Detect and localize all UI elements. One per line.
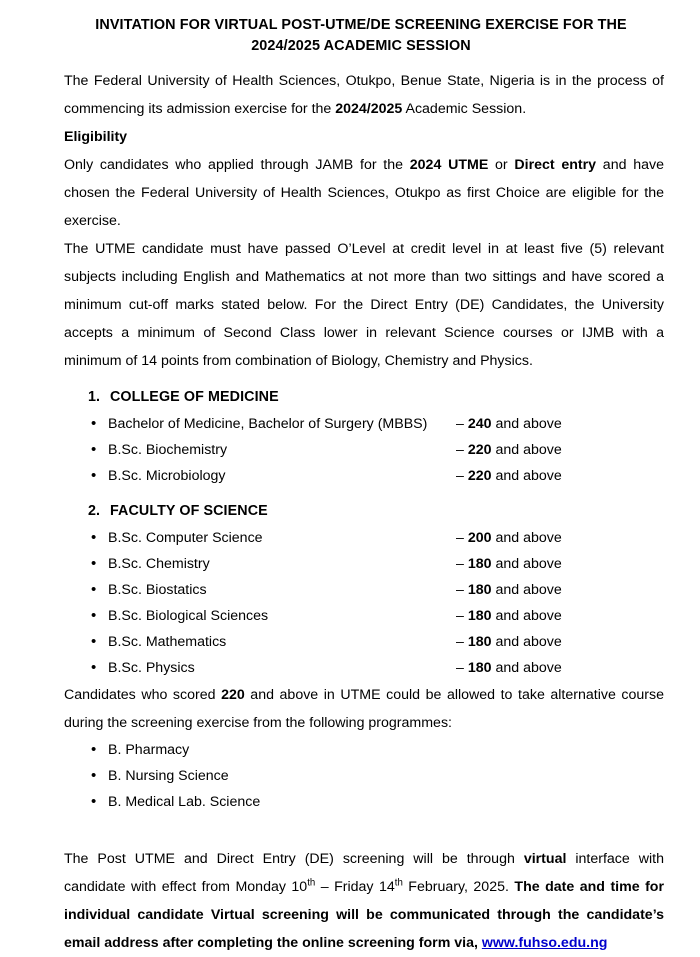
bullet-icon: • <box>91 633 97 650</box>
programme-row <box>64 577 700 603</box>
eligibility-part-1: Only candidates who applied through JAMB for the <box>64 157 410 173</box>
section-heading-faculty-of-science <box>64 497 664 525</box>
bullet-icon: • <box>91 607 97 624</box>
bullet-icon: • <box>91 581 97 598</box>
section-name: FACULTY OF SCIENCE <box>110 503 268 519</box>
intro-text-part-1: The Federal University of Health Sciences, Otukpo, Benue State, Nigeria is in the process of commencing its admission exercise for the <box>64 73 664 117</box>
intro-session-bold: 2024/2025 <box>335 101 403 117</box>
programme-row <box>64 525 700 551</box>
cutoff-score: 220 <box>467 468 492 484</box>
cutoff-dash: – <box>456 660 468 676</box>
programme-cutoff <box>456 603 562 629</box>
closing-part-2: interface with candidate with effect from Monday 10 <box>64 851 664 895</box>
closing-part-3: – Friday 14 <box>315 879 395 895</box>
programme-name: B.Sc. Physics <box>108 660 195 676</box>
eligibility-part-3: and have chosen the Federal University of Health Sciences, Otukpo as first Choice are eligible for the exercise. <box>64 157 664 229</box>
programme-cutoff <box>456 463 562 489</box>
cutoff-dash: – <box>456 634 468 650</box>
programme-row <box>64 411 700 437</box>
alternative-part-2: and above in UTME could be allowed to take alternative course during the screening exercise from the following programmes: <box>64 687 664 731</box>
programme-cutoff <box>456 577 562 603</box>
bullet-icon: • <box>91 529 97 546</box>
cutoff-score: 240 <box>467 416 492 432</box>
programme-name: B.Sc. Microbiology <box>108 468 226 484</box>
alternative-programme-name: B. Pharmacy <box>108 742 190 758</box>
section-number: 1. <box>88 389 101 405</box>
programme-cutoff <box>456 411 562 437</box>
eligibility-direct-entry-bold: Direct entry <box>514 157 597 173</box>
cutoff-suffix: and above <box>491 660 562 676</box>
cutoff-score: 220 <box>467 442 492 458</box>
title-line-1: INVITATION FOR VIRTUAL POST-UTME/DE SCREENING EXERCISE FOR THE <box>95 17 627 33</box>
cutoff-dash: – <box>456 582 468 598</box>
cutoff-score: 180 <box>467 556 492 572</box>
programme-row <box>64 603 700 629</box>
programme-cutoff <box>456 551 562 577</box>
alternative-course-paragraph <box>64 681 664 737</box>
programme-row <box>64 629 700 655</box>
alternative-programme-name: B. Medical Lab. Science <box>108 794 261 810</box>
programme-name: B.Sc. Chemistry <box>108 556 210 572</box>
programme-cutoff <box>456 629 562 655</box>
programme-name: B.Sc. Mathematics <box>108 634 227 650</box>
bullet-icon: • <box>91 659 97 676</box>
programme-name: Bachelor of Medicine, Bachelor of Surgery (MBBS) <box>108 416 428 432</box>
bullet-icon: • <box>91 555 97 572</box>
closing-part-4: February, 2025. <box>402 879 515 895</box>
cutoff-score: 180 <box>467 660 492 676</box>
cutoff-score: 180 <box>467 634 492 650</box>
title-line-2: 2024/2025 ACADEMIC SESSION <box>251 38 471 54</box>
bullet-icon: • <box>91 441 97 458</box>
programme-cutoff <box>456 525 562 551</box>
programme-cutoff <box>456 655 562 681</box>
bullet-icon: • <box>91 741 97 758</box>
alternative-part-1: Candidates who scored <box>64 687 222 703</box>
eligibility-utme-bold: 2024 UTME <box>409 157 489 173</box>
bullet-icon: • <box>91 415 97 432</box>
alternative-programme-row <box>64 737 664 763</box>
cutoff-suffix: and above <box>491 442 562 458</box>
spacer <box>64 375 664 383</box>
cutoff-suffix: and above <box>491 530 562 546</box>
programme-name: B.Sc. Biochemistry <box>108 442 228 458</box>
intro-paragraph <box>64 67 664 123</box>
closing-part-1: The Post UTME and Direct Entry (DE) screening will be through <box>64 851 524 867</box>
eligibility-heading: Eligibility <box>64 129 128 145</box>
cutoff-dash: – <box>456 416 468 432</box>
closing-paragraph <box>64 845 664 957</box>
university-website-link[interactable]: www.fuhso.edu.ng <box>481 935 608 951</box>
cutoff-score: 200 <box>467 530 492 546</box>
cutoff-suffix: and above <box>491 582 562 598</box>
closing-bold-statement: The date and time for individual candidate Virtual screening will be communicated through the candidate’s email address after completing the online screening form via, <box>64 879 664 951</box>
cutoff-suffix: and above <box>491 608 562 624</box>
programme-name: B.Sc. Biostatics <box>108 582 207 598</box>
requirements-paragraph: The UTME candidate must have passed O’Level at credit level in at least five (5) relevant subjects including English and Mathematics at not more than two sittings and have scored a minimum cut-off marks stated below. For the Direct Entry (DE) Candidates, the University accepts a minimum of Second Class lower in relevant Science courses or IJMB with a minimum of 14 points from combination of Biology, Chemistry and Physics. <box>64 241 664 369</box>
intro-text-part-2: Academic Session. <box>402 101 527 117</box>
section-heading-college-of-medicine <box>64 383 664 411</box>
eligibility-part-2: or <box>488 157 515 173</box>
cutoff-dash: – <box>456 468 468 484</box>
programme-row <box>64 551 700 577</box>
programme-name: B.Sc. Computer Science <box>108 530 263 546</box>
programme-row <box>64 655 700 681</box>
cutoff-dash: – <box>456 442 468 458</box>
cutoff-dash: – <box>456 556 468 572</box>
alternative-programme-name: B. Nursing Science <box>108 768 229 784</box>
spacer <box>64 489 664 497</box>
bullet-icon: • <box>91 467 97 484</box>
closing-virtual-bold: virtual <box>523 851 567 867</box>
section-name: COLLEGE OF MEDICINE <box>110 389 279 405</box>
cutoff-score: 180 <box>467 582 492 598</box>
programme-cutoff <box>456 437 562 463</box>
section-number: 2. <box>88 503 101 519</box>
cutoff-suffix: and above <box>491 556 562 572</box>
programme-row <box>64 463 700 489</box>
cutoff-suffix: and above <box>491 416 562 432</box>
eligibility-paragraph <box>64 151 664 235</box>
cutoff-dash: – <box>456 530 468 546</box>
cutoff-suffix: and above <box>491 468 562 484</box>
bullet-icon: • <box>91 793 97 810</box>
programme-name: B.Sc. Biological Sciences <box>108 608 269 624</box>
date-superscript-end: th <box>394 877 403 889</box>
cutoff-suffix: and above <box>491 634 562 650</box>
programme-row <box>64 437 700 463</box>
cutoff-score: 180 <box>467 608 492 624</box>
cutoff-dash: – <box>456 608 468 624</box>
document-title <box>64 15 664 57</box>
alternative-programme-row <box>64 789 664 815</box>
alternative-score-bold: 220 <box>221 687 245 703</box>
date-superscript-start: th <box>307 877 316 889</box>
bullet-icon: • <box>91 767 97 784</box>
spacer <box>64 815 664 845</box>
alternative-programme-row <box>64 763 664 789</box>
